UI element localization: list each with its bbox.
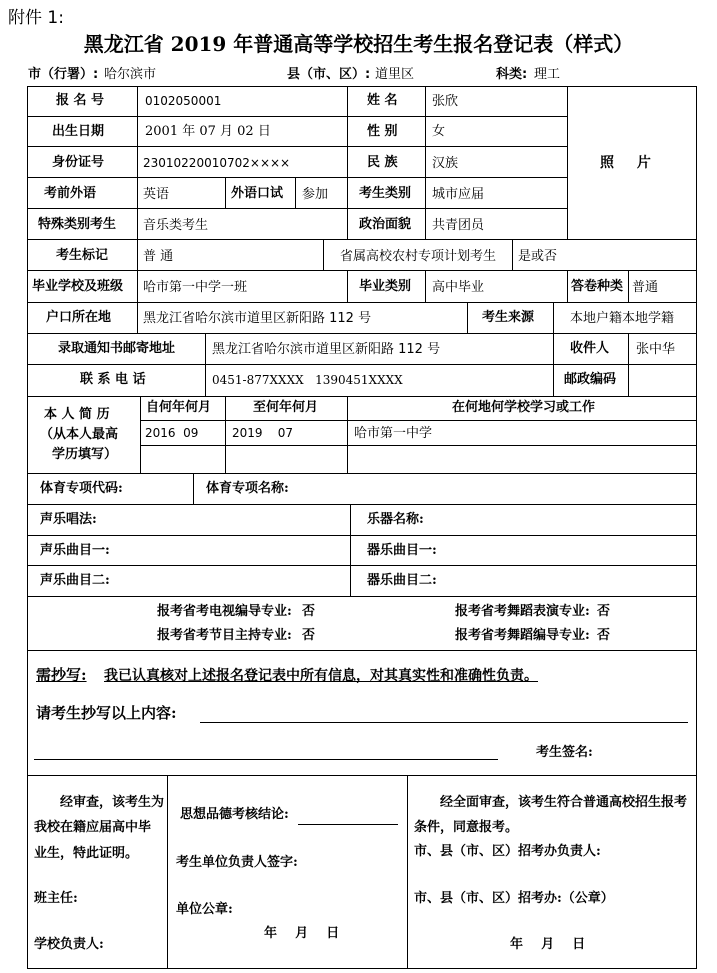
- copy-line-1[interactable]: [200, 722, 688, 723]
- county-label: 县（市、区）:: [287, 67, 371, 82]
- subject-label: 科类:: [496, 67, 528, 82]
- paper-type-value: 普通: [632, 280, 659, 295]
- sport-name-label: 体育专项名称:: [206, 481, 289, 496]
- audit1-line2: 我校在籍应届高中毕: [34, 820, 152, 835]
- grad-type-label: 毕业类别: [359, 279, 412, 294]
- head-teacher-label: 班主任:: [34, 891, 78, 906]
- phone-label: 联 系 电 话: [80, 372, 146, 387]
- dance-perf-value: 否: [597, 604, 611, 619]
- host-value: 否: [302, 628, 316, 643]
- resume-to-header: 至何年何月: [253, 400, 319, 415]
- gender-label: 性 别: [367, 124, 398, 139]
- inst1-label: 器乐曲目一:: [367, 543, 437, 558]
- postcode-label: 邮政编码: [564, 372, 617, 387]
- resume-from-header: 自何年何月: [146, 400, 212, 415]
- office-seal-label: 市、县（市、区）招考办:（公章）: [414, 891, 614, 906]
- special-value: 音乐类考生: [143, 218, 209, 233]
- moral-line[interactable]: [298, 824, 398, 825]
- unit-head-label: 考生单位负责人签字:: [176, 855, 298, 870]
- exam-type-value: 城市应届: [432, 187, 485, 202]
- hukou-label: 户口所在地: [46, 310, 112, 325]
- name-value: 张欣: [432, 94, 459, 109]
- lang-label: 考前外语: [44, 186, 97, 201]
- audit1-line3: 业生，特此证明。: [34, 846, 139, 861]
- office-date: 年 月 日: [510, 937, 586, 952]
- vocal1-label: 声乐曲目一:: [40, 543, 110, 558]
- copy-text: 我已认真核对上述报名登记表中所有信息，对其真实性和准确性负责。: [104, 668, 538, 684]
- politics-value: 共青团员: [432, 218, 485, 233]
- mark-value: 普 通: [143, 249, 174, 264]
- copy-head: 需抄写:: [36, 666, 87, 684]
- audit3-line2: 条件，同意报考。: [414, 820, 519, 835]
- host-label: 报考省考节目主持专业:: [157, 628, 292, 643]
- resume-title: 本 人 简 历: [44, 407, 110, 422]
- source-label: 考生来源: [482, 310, 535, 325]
- grad-type-value: 高中毕业: [432, 280, 485, 295]
- gender-value: 女: [432, 124, 446, 139]
- audit3-line1: 经全面审查，该考生符合普通高校招生报考: [440, 795, 688, 810]
- school-value: 哈市第一中学一班: [143, 280, 248, 295]
- resume-note-2: 学历填写）: [52, 447, 118, 462]
- id-label: 身份证号: [52, 155, 105, 170]
- dance-edit-value: 否: [597, 628, 611, 643]
- office-head-label: 市、县（市、区）招考办负责人:: [414, 844, 601, 859]
- audit1-line1: 经审查，该考生为: [60, 795, 165, 810]
- oral-label: 外语口试: [231, 186, 284, 201]
- paper-type-label: 答卷种类: [571, 279, 624, 294]
- dance-edit-label: 报考省考舞蹈编导专业:: [455, 628, 590, 643]
- mail-addr-value: 黑龙江省哈尔滨市道里区新阳路 112 号: [212, 342, 441, 357]
- receiver-label: 收件人: [570, 341, 610, 356]
- sport-code-label: 体育专项代码:: [40, 481, 123, 496]
- unit-seal-label: 单位公章:: [176, 902, 233, 917]
- resume-from-value: 2016 09: [145, 426, 199, 440]
- vocal2-label: 声乐曲目二:: [40, 573, 110, 588]
- phone-value: 0451-877XXXX 1390451XXXX: [212, 373, 403, 387]
- politics-label: 政治面貌: [359, 217, 412, 232]
- attachment-label: 附件 1:: [8, 8, 64, 28]
- city-value: 哈尔滨市: [104, 67, 157, 82]
- source-value: 本地户籍本地学籍: [570, 311, 675, 326]
- unit-date: 年 月 日: [264, 926, 340, 941]
- resume-to-value: 2019 07: [232, 426, 294, 440]
- signature-label: 考生签名:: [536, 745, 593, 760]
- mark-label: 考生标记: [56, 248, 109, 263]
- city-label: 市（行署）:: [28, 67, 99, 82]
- id-value: 23010220010702××××: [143, 156, 291, 170]
- school-head-label: 学校负责人:: [34, 937, 104, 952]
- ethnic-label: 民 族: [367, 155, 398, 170]
- exam-type-label: 考生类别: [359, 186, 412, 201]
- name-label: 姓 名: [367, 93, 398, 108]
- resume-note-1: （从本人最高: [40, 427, 119, 442]
- special-label: 特殊类别考生: [38, 217, 117, 232]
- resume-where-header: 在何地何学校学习或工作: [452, 400, 596, 415]
- rural-value: 是或否: [518, 249, 558, 264]
- hukou-value: 黑龙江省哈尔滨市道里区新阳路 112 号: [143, 311, 372, 326]
- reg-no-label: 报 名 号: [56, 93, 105, 108]
- rural-label: 省属高校农村专项计划考生: [340, 249, 497, 264]
- receiver-value: 张中华: [636, 342, 676, 357]
- form-title: 黑龙江省 2019 年普通高等学校招生考生报名登记表（样式）: [83, 32, 634, 56]
- county-value: 道里区: [375, 67, 415, 82]
- ethnic-value: 汉族: [432, 156, 459, 171]
- school-label: 毕业学校及班级: [32, 279, 124, 294]
- reg-no-value: 0102050001: [145, 94, 222, 108]
- photo-label: 照 片: [600, 155, 651, 171]
- lang-value: 英语: [143, 187, 170, 202]
- resume-where-value: 哈市第一中学: [354, 426, 433, 441]
- moral-label: 思想品德考核结论:: [180, 807, 289, 822]
- birth-value: 2001 年 07 月 02 日: [145, 124, 271, 139]
- copy-prompt: 请考生抄写以上内容:: [36, 704, 177, 722]
- instrument-label: 乐器名称:: [367, 512, 424, 527]
- tv-edit-value: 否: [302, 604, 316, 619]
- mail-addr-label: 录取通知书邮寄地址: [58, 341, 176, 356]
- oral-value: 参加: [302, 187, 329, 202]
- vocal-method-label: 声乐唱法:: [40, 512, 97, 527]
- inst2-label: 器乐曲目二:: [367, 573, 437, 588]
- dance-perf-label: 报考省考舞蹈表演专业:: [455, 604, 590, 619]
- birth-label: 出生日期: [52, 124, 105, 139]
- tv-edit-label: 报考省考电视编导专业:: [157, 604, 292, 619]
- subject-value: 理工: [534, 67, 561, 82]
- copy-line-2[interactable]: [34, 759, 498, 760]
